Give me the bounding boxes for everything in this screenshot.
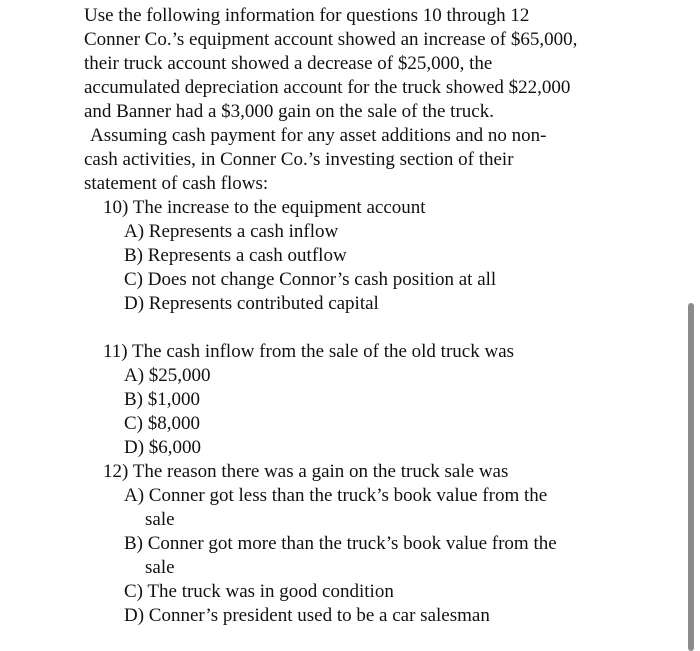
intro-line: Conner Co.’s equipment account showed an increase of $65,000, xyxy=(84,29,578,50)
intro-line: accumulated depreciation account for the truck showed $22,000 xyxy=(84,77,571,98)
answer-option: A) Conner got less than the truck’s book value from the xyxy=(124,485,548,506)
answer-option: B) $1,000 xyxy=(124,389,200,410)
question-stem: 10) The increase to the equipment account xyxy=(103,197,426,218)
answer-option-continuation: sale xyxy=(145,509,175,530)
answer-option: C) $8,000 xyxy=(124,413,200,434)
answer-option-continuation: sale xyxy=(145,557,175,578)
answer-option: B) Conner got more than the truck’s book value from the xyxy=(124,533,557,554)
question-stem: 12) The reason there was a gain on the truck sale was xyxy=(103,461,509,482)
answer-option: A) Represents a cash inflow xyxy=(124,221,339,242)
answer-option: D) Represents contributed capital xyxy=(124,293,379,314)
question-stem: 11) The cash inflow from the sale of the old truck was xyxy=(103,341,515,362)
intro-line: cash activities, in Conner Co.’s investing section of their xyxy=(84,149,514,170)
scrollbar[interactable] xyxy=(688,303,694,651)
intro-line: their truck account showed a decrease of $25,000, the xyxy=(84,53,493,74)
answer-option: D) Conner’s president used to be a car salesman xyxy=(124,605,490,626)
answer-option: D) $6,000 xyxy=(124,437,202,458)
answer-option: C) Does not change Connor’s cash position at all xyxy=(124,269,497,290)
intro-line: and Banner had a $3,000 gain on the sale of the truck. xyxy=(84,101,494,122)
intro-line: Assuming cash payment for any asset additions and no non- xyxy=(90,125,547,146)
answer-option: B) Represents a cash outflow xyxy=(124,245,347,266)
intro-line: Use the following information for questions 10 through 12 xyxy=(84,5,530,26)
answer-option: A) $25,000 xyxy=(124,365,211,386)
intro-line: statement of cash flows: xyxy=(84,173,269,194)
answer-option: C) The truck was in good condition xyxy=(124,581,394,602)
